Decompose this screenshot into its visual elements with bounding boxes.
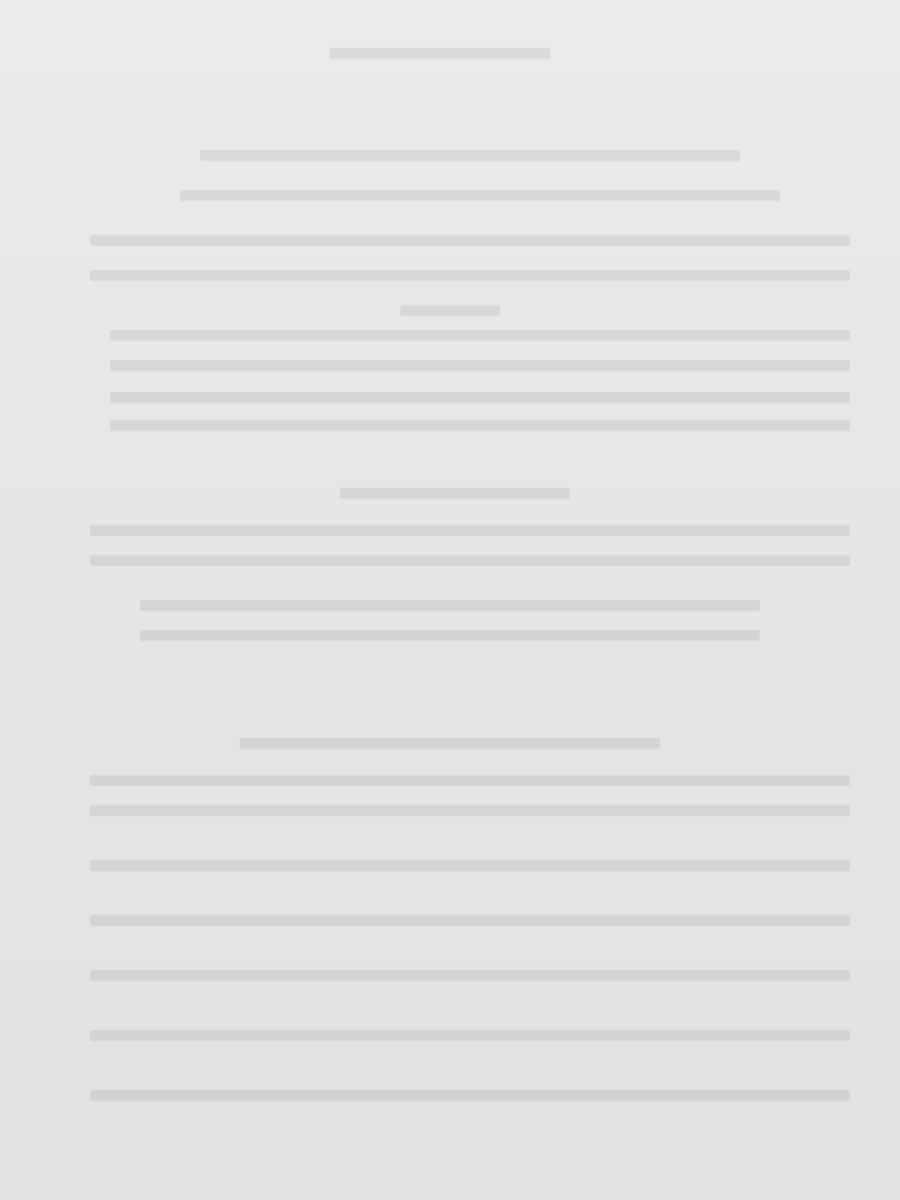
chapter-2-heading xyxy=(76,150,852,182)
table-of-contents xyxy=(76,40,852,182)
answers-heading xyxy=(76,62,852,96)
chapter-1-heading xyxy=(76,104,852,136)
